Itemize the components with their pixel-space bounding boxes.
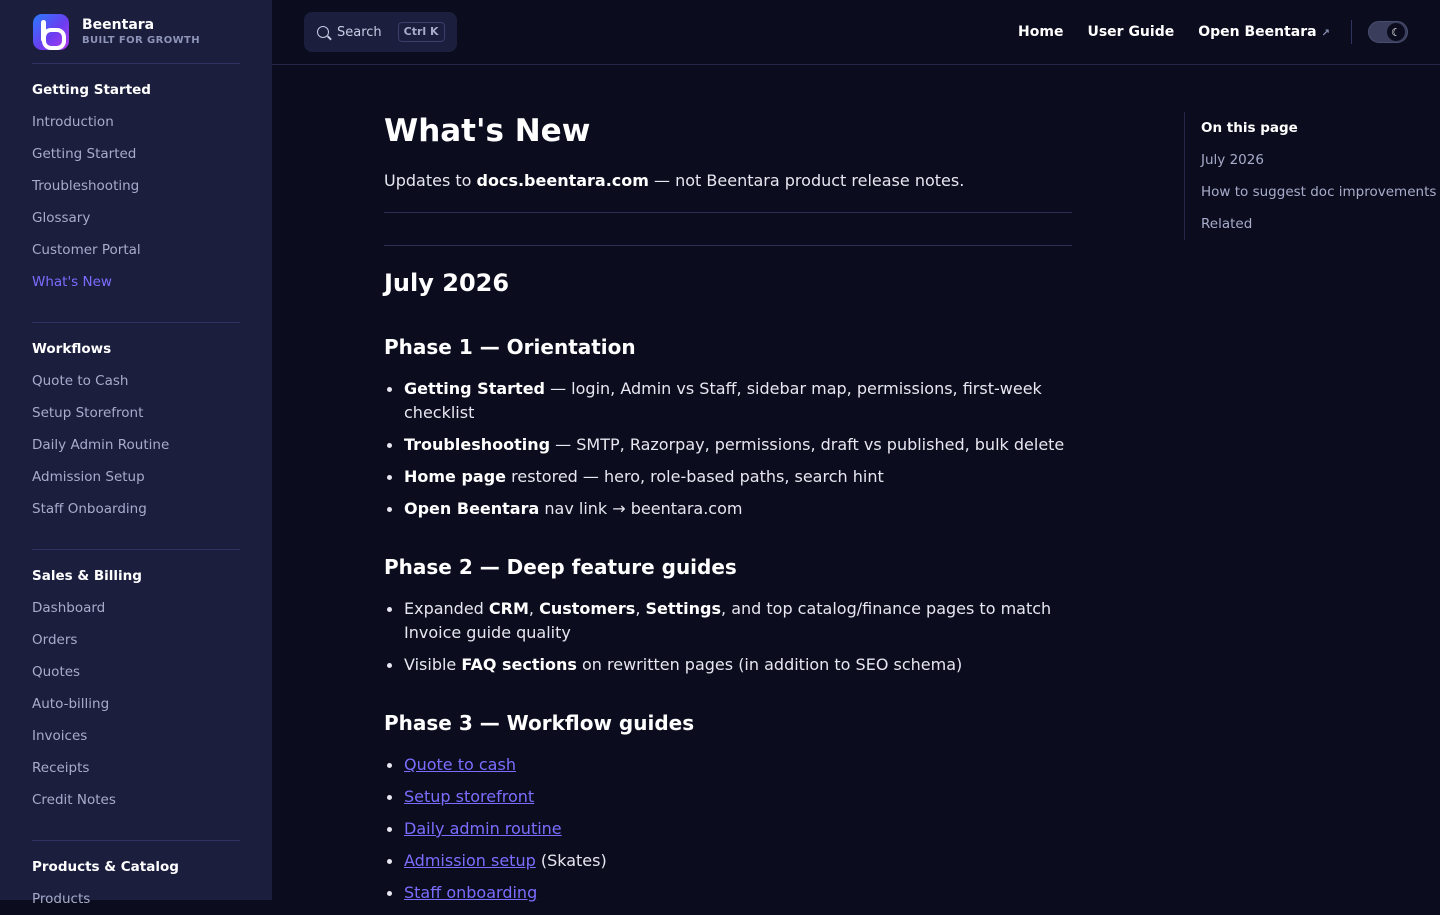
list-item-bold: Getting Started <box>404 379 545 398</box>
page-title: What's New <box>384 113 591 149</box>
sidebar-item-dashboard[interactable]: Dashboard <box>32 600 106 616</box>
sidebar-divider <box>32 322 240 323</box>
list-item-bold: FAQ sections <box>461 655 577 674</box>
sidebar-item-introduction[interactable]: Introduction <box>32 114 114 130</box>
sidebar-heading[interactable]: Getting Started <box>32 82 151 98</box>
toc-item-suggest-improvements[interactable]: How to suggest doc improvements <box>1201 184 1437 200</box>
phase1-heading: Phase 1 — Orientation <box>384 335 636 359</box>
sidebar-item-products[interactable]: Products <box>32 891 91 907</box>
list-item-bold: Open Beentara <box>404 499 540 518</box>
sidebar-item-customer-portal[interactable]: Customer Portal <box>32 242 141 258</box>
sidebar-heading[interactable]: Sales & Billing <box>32 568 142 584</box>
list-item-bold: Customers <box>539 599 636 618</box>
phase2-heading: Phase 2 — Deep feature guides <box>384 555 737 579</box>
list-item <box>384 433 1072 457</box>
list-item-bold: Home page <box>404 467 507 486</box>
sidebar-item-setup-storefront[interactable]: Setup Storefront <box>32 405 144 421</box>
list-item-text: Visible <box>404 655 462 674</box>
link-setup-storefront[interactable]: Setup storefront <box>404 787 535 806</box>
list-item <box>384 653 1072 677</box>
list-item <box>384 817 1072 841</box>
page-lede <box>384 171 964 190</box>
list-item-bold: CRM <box>488 599 529 618</box>
list-item-text: — SMTP, Razorpay, permissions, draft vs published, bulk delete <box>550 435 1065 454</box>
top-bar <box>272 0 1440 65</box>
nav-link-home[interactable]: Home <box>1018 24 1064 40</box>
link-quote-to-cash[interactable]: Quote to cash <box>404 755 516 774</box>
search-button[interactable] <box>304 12 457 52</box>
list-item-suffix: (Skates) <box>535 851 607 870</box>
phase1-list <box>384 377 1072 529</box>
list-item-text: , <box>635 599 646 618</box>
toc-item-july-2026[interactable]: July 2026 <box>1201 152 1264 168</box>
sidebar-item-daily-admin-routine[interactable]: Daily Admin Routine <box>32 437 170 453</box>
phase3-list <box>384 753 1072 913</box>
sidebar-item-whats-new[interactable]: What's New <box>32 274 112 290</box>
nav-link-user-guide[interactable]: User Guide <box>1087 24 1175 40</box>
list-item <box>384 597 1072 645</box>
sidebar-item-receipts[interactable]: Receipts <box>32 760 90 776</box>
sidebar-divider <box>32 549 240 550</box>
list-item <box>384 881 1072 905</box>
list-item-bold: Settings <box>645 599 722 618</box>
sidebar-item-orders[interactable]: Orders <box>32 632 78 648</box>
sidebar-item-credit-notes[interactable]: Credit Notes <box>32 792 116 808</box>
list-item-text: nav link → beentara.com <box>539 499 743 518</box>
content-divider <box>384 212 1072 213</box>
external-link-icon: ↗ <box>1321 28 1330 39</box>
search-label: Search <box>337 24 382 40</box>
brand-tagline: BUILT FOR GROWTH <box>82 35 201 46</box>
list-item-text: restored — hero, role-based paths, search hint <box>506 467 884 486</box>
sidebar-item-troubleshooting[interactable]: Troubleshooting <box>32 178 140 194</box>
link-daily-admin-routine[interactable]: Daily admin routine <box>404 819 562 838</box>
link-admission-setup[interactable]: Admission setup <box>404 851 536 870</box>
sidebar-group-sales-billing <box>32 560 252 816</box>
lede-prefix: Updates to <box>384 171 477 190</box>
search-shortcut-badge: Ctrl K <box>398 22 445 42</box>
nav-link-open-beentara-label: Open Beentara <box>1198 24 1317 40</box>
list-item <box>384 497 1072 521</box>
list-item <box>384 377 1072 425</box>
toc-item-related[interactable]: Related <box>1201 216 1253 232</box>
sidebar-item-getting-started[interactable]: Getting Started <box>32 146 137 162</box>
sidebar-item-quotes[interactable]: Quotes <box>32 664 81 680</box>
content-divider <box>384 245 1072 246</box>
theme-toggle[interactable] <box>1368 21 1408 43</box>
link-staff-onboarding[interactable]: Staff onboarding <box>404 883 538 902</box>
search-icon <box>317 26 329 38</box>
nav-divider <box>1351 20 1352 44</box>
list-item-text: Expanded <box>404 599 489 618</box>
sidebar-heading[interactable]: Workflows <box>32 341 112 357</box>
brand[interactable] <box>33 13 200 51</box>
sidebar-group-products-catalog <box>32 851 252 915</box>
moon-icon: ☾ <box>1387 23 1405 41</box>
list-item <box>384 785 1072 809</box>
on-this-page-toc <box>1184 112 1437 240</box>
sidebar-item-quote-to-cash[interactable]: Quote to Cash <box>32 373 129 389</box>
lede-suffix: — not Beentara product release notes. <box>648 171 965 190</box>
lede-domain: docs.beentara.com <box>476 171 649 190</box>
list-item <box>384 849 1072 873</box>
list-item-text: , and top catalog/finance pages to match Invoice guide quality <box>404 599 1052 642</box>
list-item <box>384 753 1072 777</box>
sidebar-heading[interactable]: Products & Catalog <box>32 859 179 875</box>
toc-title: On this page <box>1201 120 1298 136</box>
sidebar-divider <box>32 840 240 841</box>
phase2-list <box>384 597 1072 685</box>
list-item-text: , <box>528 599 540 618</box>
list-item <box>384 465 1072 489</box>
brand-name: Beentara <box>82 17 155 33</box>
list-item-text: — login, Admin vs Staff, sidebar map, permissions, first-week checklist <box>404 379 1042 422</box>
sidebar-item-auto-billing[interactable]: Auto-billing <box>32 696 110 712</box>
section-heading-july-2026: July 2026 <box>384 269 510 297</box>
list-item-bold: Troubleshooting <box>404 435 551 454</box>
sidebar-group-workflows <box>32 333 252 525</box>
phase3-heading: Phase 3 — Workflow guides <box>384 711 695 735</box>
nav-link-open-beentara[interactable] <box>1198 24 1330 40</box>
sidebar-item-glossary[interactable]: Glossary <box>32 210 91 226</box>
list-item-text: on rewritten pages (in addition to SEO schema) <box>576 655 963 674</box>
top-nav <box>1018 0 1330 64</box>
sidebar-item-invoices[interactable]: Invoices <box>32 728 88 744</box>
beentara-logo-icon <box>33 14 69 50</box>
sidebar <box>0 0 272 907</box>
sidebar-item-staff-onboarding[interactable]: Staff Onboarding <box>32 501 147 517</box>
sidebar-item-admission-setup[interactable]: Admission Setup <box>32 469 145 485</box>
sidebar-divider <box>32 63 240 64</box>
sidebar-group-getting-started <box>32 74 252 298</box>
